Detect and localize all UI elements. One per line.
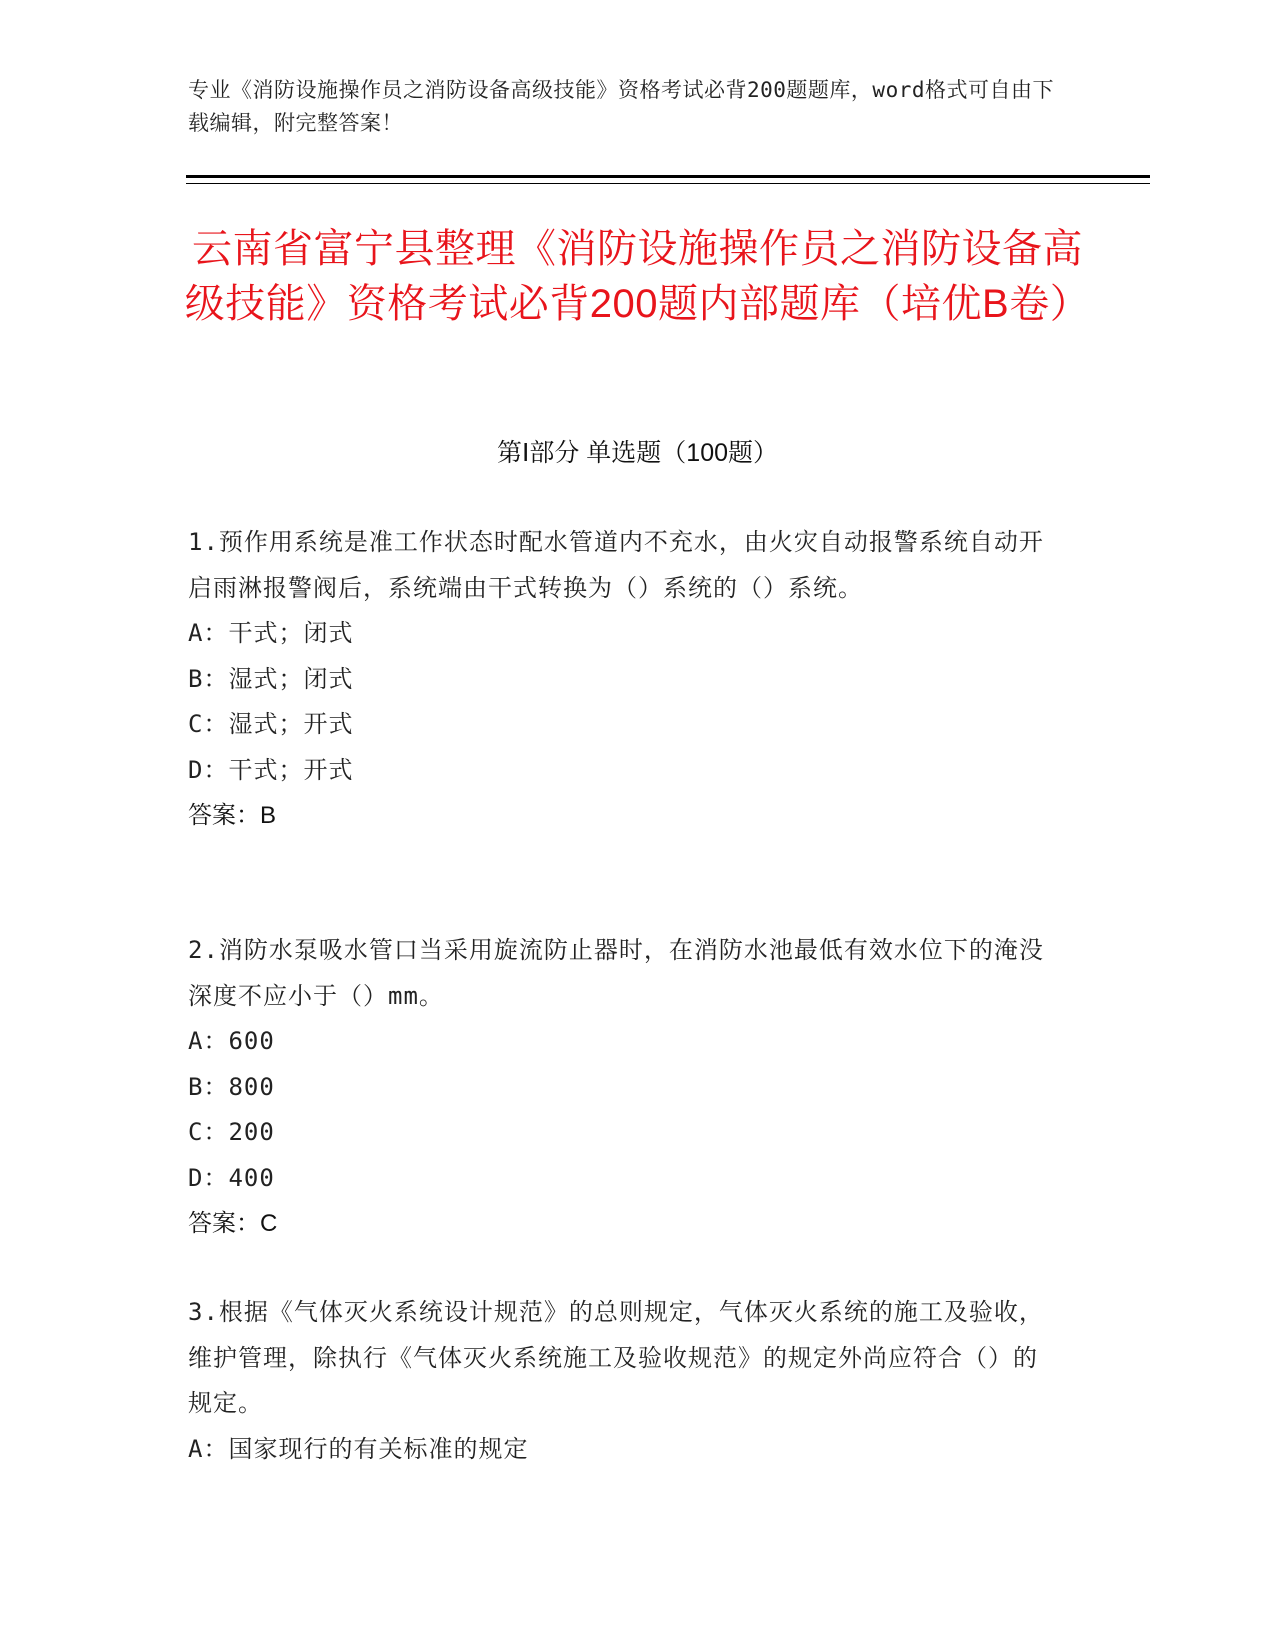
header-note: 专业《消防设施操作员之消防设备高级技能》资格考试必背200题题库，word格式可自由下载编辑，附完整答案！: [188, 78, 1054, 135]
option-d: D：400: [188, 1163, 275, 1192]
question-stem: 3.根据《气体灭火系统设计规范》的总则规定，气体灭火系统的施工及验收，维护管理，除执行《气体灭火系统施工及验收规范》的规定外尚应符合（）的规定。: [188, 1298, 1044, 1417]
option-c: C：200: [188, 1118, 275, 1146]
question-stem: 1.预作用系统是准工作状态时配水管道内不充水，由火灾自动报警系统自动开启雨淋报警阀后，系统端由干式转换为（）系统的（）系统。: [188, 528, 1044, 602]
option-a: A：600: [188, 1027, 275, 1055]
section-heading: 第Ⅰ部分 单选题（100题）: [496, 439, 779, 467]
option-b: B：800: [188, 1072, 275, 1101]
answer: 答案：C: [188, 1210, 278, 1237]
question-2: [188, 928, 1058, 1247]
answer: 答案：B: [188, 802, 277, 829]
option-b: B：湿式；闭式: [188, 664, 354, 693]
option-c: C：湿式；开式: [188, 710, 354, 738]
option-d: D：干式；开式: [188, 755, 354, 784]
header-divider-thick: [186, 175, 1150, 178]
option-a: A：干式；闭式: [188, 619, 354, 647]
question-1: [188, 520, 1058, 839]
question-stem: 2.消防水泵吸水管口当采用旋流防止器时，在消防水池最低有效水位下的淹没深度不应小于（）mm。: [188, 936, 1044, 1010]
option-a: A：国家现行的有关标准的规定: [188, 1434, 529, 1463]
question-3: [188, 1290, 1058, 1472]
document-title: 云南省富宁县整理《消防设施操作员之消防设备高级技能》资格考试必背200题内部题库（培优B卷）: [184, 227, 1091, 326]
header-divider-thin: [186, 183, 1150, 184]
